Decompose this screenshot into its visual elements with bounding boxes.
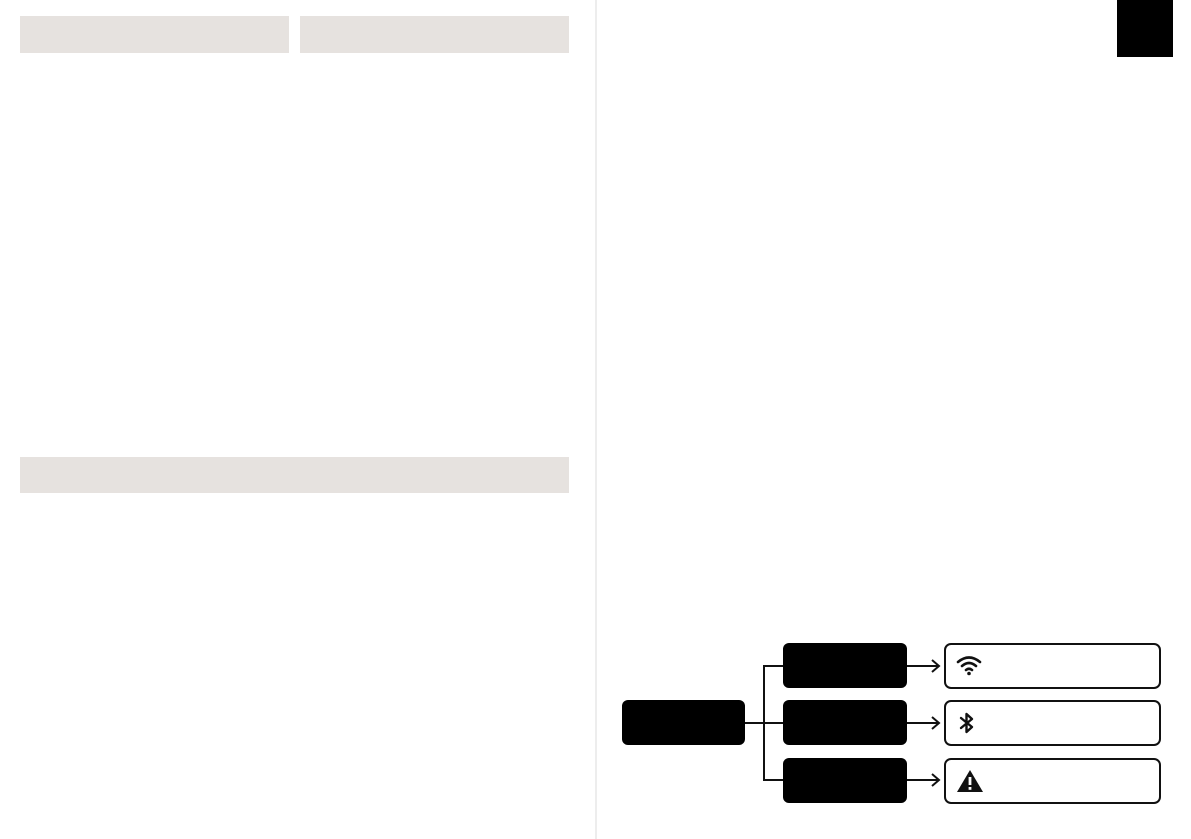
arrow-right-icon — [907, 715, 941, 731]
mode-box-bluetooth — [783, 700, 907, 745]
left-page — [0, 0, 595, 839]
warning-icon — [956, 769, 984, 793]
connector-line — [763, 722, 783, 724]
source-box — [622, 700, 745, 745]
macos-column-header — [300, 16, 569, 53]
connector-line — [763, 779, 783, 781]
arrow-right-icon — [907, 772, 941, 788]
right-page — [597, 0, 1191, 839]
connector-line — [745, 722, 765, 724]
arrow-right-icon — [907, 658, 941, 674]
page-corner-tab — [1117, 0, 1173, 57]
mode-box-wired — [783, 758, 907, 803]
bluetooth-icon — [956, 711, 978, 735]
windows-column-header — [20, 16, 289, 53]
status-box-bluetooth — [944, 700, 1161, 746]
wifi-icon — [956, 654, 982, 676]
status-box-wifi — [944, 643, 1161, 689]
connector-line — [763, 665, 783, 667]
section-header-bar — [20, 457, 569, 493]
status-box-warning — [944, 758, 1161, 804]
mode-box-wireless — [783, 643, 907, 688]
